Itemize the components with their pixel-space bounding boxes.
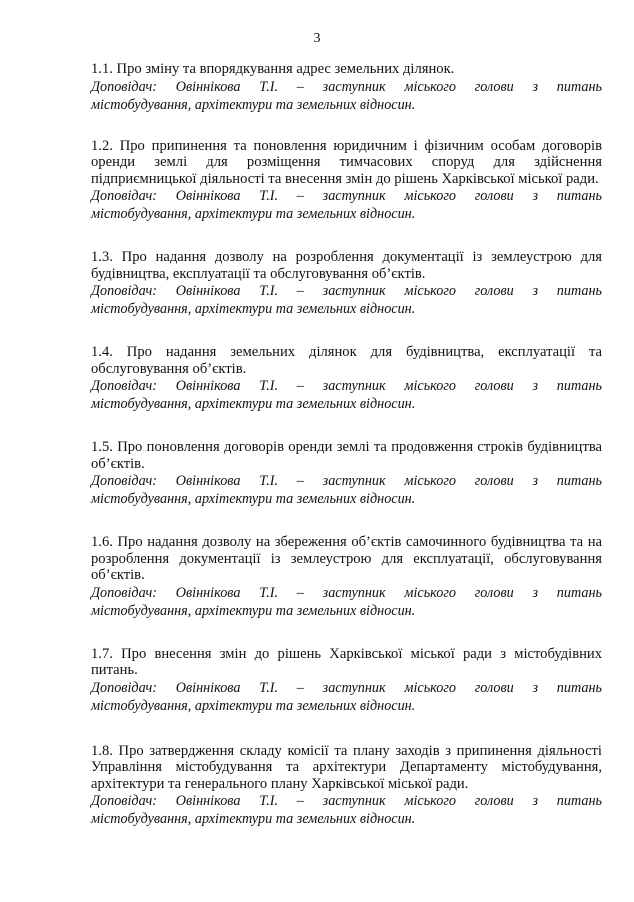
speaker-line: Доповідач: Овіннікова Т.І. – заступник міського голови з питань bbox=[91, 584, 602, 601]
speaker-position: містобудування, архітектури та земельних відносин. bbox=[91, 491, 416, 507]
speaker-line: Доповідач: Овіннікова Т.І. – заступник міського голови з питань bbox=[91, 378, 602, 394]
speaker-position: містобудування, архітектури та земельних відносин. bbox=[91, 96, 416, 113]
agenda-item-title: 1.1. Про зміну та впорядкування адрес земельних ділянок. bbox=[91, 61, 455, 77]
agenda-item bbox=[91, 534, 602, 620]
speaker-line: Доповідач: Овіннікова Т.І. – заступник міського голови з питань bbox=[91, 283, 602, 299]
speaker-position: містобудування, архітектури та земельних відносин. bbox=[91, 301, 416, 317]
speaker-position: містобудування, архітектури та земельних відносин. bbox=[91, 811, 416, 827]
agenda-item-title: 1.8. Про затвердження складу комісії та плану заходів з припинення діяльності Управління містобудування та архітектури Департаменту містобудування, архітектури та генерального плану Харківської міської ради. bbox=[91, 742, 602, 792]
agenda-item-title: 1.4. Про надання земельних ділянок для будівництва, експлуатації та обслуговування об’єктів. bbox=[91, 344, 602, 377]
speaker-line: Доповідач: Овіннікова Т.І. – заступник міського голови з питань bbox=[91, 188, 602, 204]
agenda-item-title: 1.3. Про надання дозволу на розроблення документації із землеустрою для будівництва, експлуатації та обслуговування об’єктів. bbox=[91, 249, 602, 282]
speaker-line: Доповідач: Овіннікова Т.І. – заступник міського голови з питань bbox=[91, 793, 602, 809]
speaker-position: містобудування, архітектури та земельних відносин. bbox=[91, 206, 416, 222]
speaker-position: містобудування, архітектури та земельних відносин. bbox=[91, 396, 416, 412]
agenda-item bbox=[91, 249, 602, 318]
agenda-item-title: 1.2. Про припинення та поновлення юридичним і фізичним особам договорів оренди землі для розміщення тимчасових споруд для здійснення підприємницької діяльності та внесення змін до рішень Харківської міської ради. bbox=[91, 137, 602, 187]
speaker-position: містобудування, архітектури та земельних відносин. bbox=[91, 697, 416, 714]
speaker-line: Доповідач: Овіннікова Т.І. – заступник міського голови з питань bbox=[91, 78, 602, 95]
agenda-list bbox=[91, 61, 602, 853]
speaker-line: Доповідач: Овіннікова Т.І. – заступник міського голови з питань bbox=[91, 473, 602, 489]
speaker-position: містобудування, архітектури та земельних відносин. bbox=[91, 602, 416, 619]
agenda-item bbox=[91, 344, 602, 413]
agenda-item bbox=[91, 743, 602, 829]
agenda-item bbox=[91, 646, 602, 715]
agenda-item-title: 1.5. Про поновлення договорів оренди землі та продовження строків будівництва об’єктів. bbox=[91, 439, 602, 472]
agenda-item-title: 1.7. Про внесення змін до рішень Харківської міської ради з містобудівних питань. bbox=[91, 645, 602, 678]
agenda-item bbox=[91, 138, 602, 224]
agenda-item bbox=[91, 61, 602, 114]
agenda-item-title: 1.6. Про надання дозволу на збереження об’єктів самочинного будівництва та на розроблення документації із землеустрою для експлуатації, обслуговування об’єктів. bbox=[91, 534, 602, 583]
page-number: 3 bbox=[313, 31, 321, 46]
speaker-line: Доповідач: Овіннікова Т.І. – заступник міського голови з питань bbox=[91, 679, 602, 696]
agenda-item bbox=[91, 439, 602, 508]
